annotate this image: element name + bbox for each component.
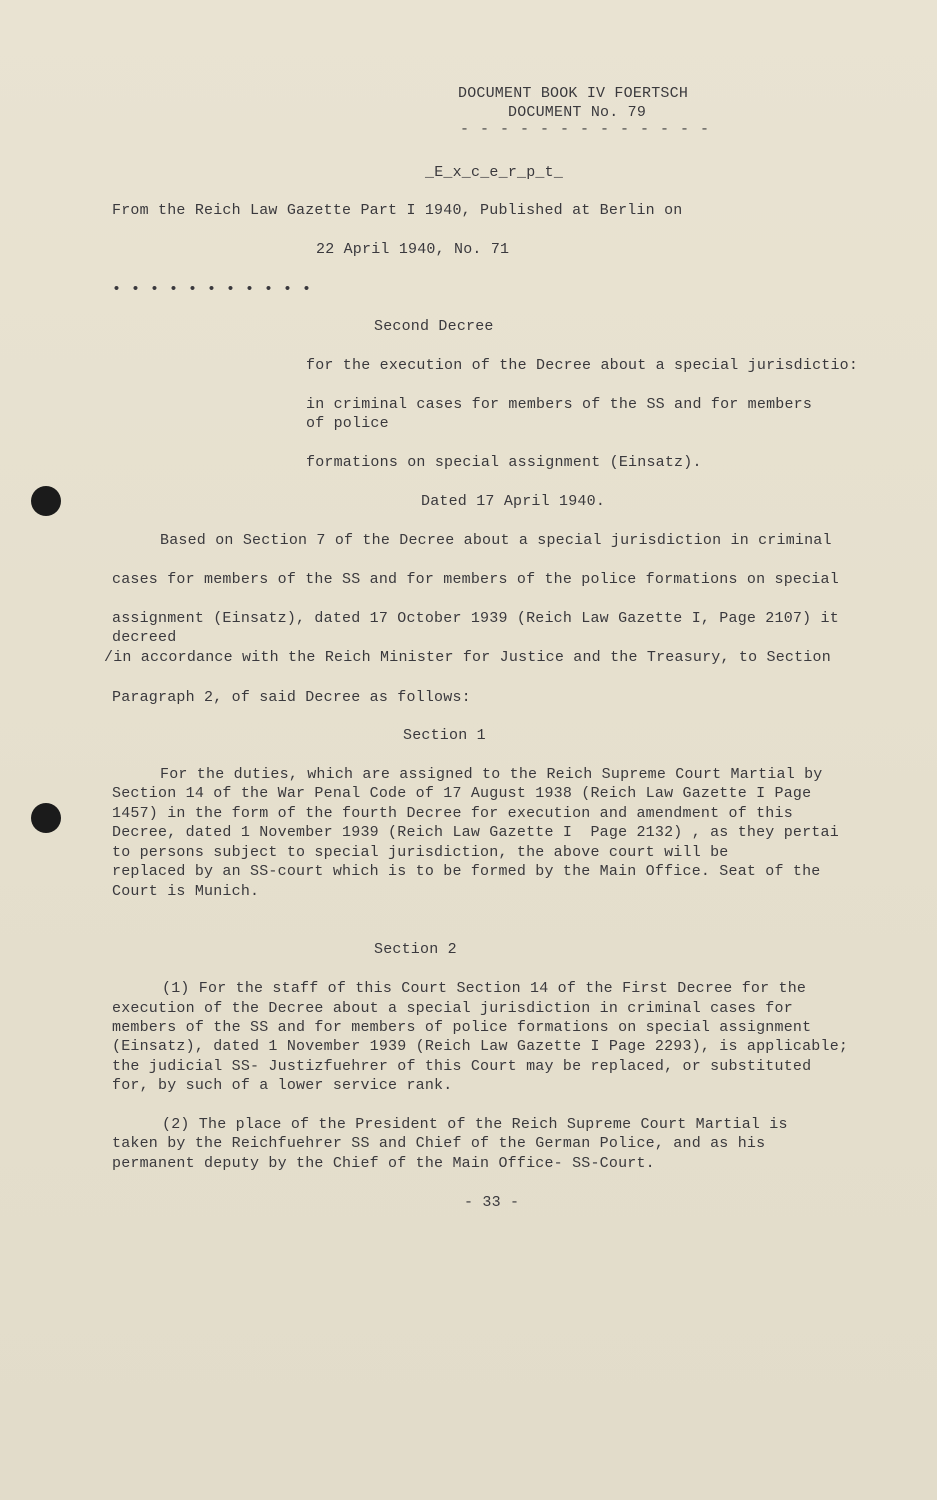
preamble-line: cases for members of the SS and for members of the police formations on special [112,571,839,588]
preamble-line: assignment (Einsatz), dated 17 October 1939 (Reich Law Gazette I, Page 2107) it [112,610,839,627]
preamble-line: Based on Section 7 of the Decree about a special jurisdiction in criminal [160,532,832,549]
decree-subtitle-line: in criminal cases for members of the SS and for members [306,396,813,413]
section-2-line: (Einsatz), dated 1 November 1939 (Reich Law Gazette I Page 2293), is applicable; [112,1038,849,1055]
section-2-line: for, by such of a lower service rank. [112,1077,453,1094]
dot-separator: • • • • • • • • • • • [112,281,312,298]
source-line-2: 22 April 1940, No. 71 [316,241,510,258]
section-2-line: execution of the Decree about a special jurisdiction in criminal cases for [112,1000,793,1017]
section-2-line: members of the SS and for members of police formations on special assignment [112,1019,812,1036]
section-2-line: permanent deputy by the Chief of the Main Office- SS-Court. [112,1155,655,1172]
section-2-heading: Section 2 [374,941,457,958]
section-1-line: 1457) in the form of the fourth Decree for execution and amendment of this [112,805,793,822]
page-number: - 33 - [464,1194,520,1211]
punch-hole [31,803,61,833]
punch-hole [31,486,61,516]
section-1-line: Court is Munich. [112,883,260,900]
decree-subtitle-line: formations on special assignment (Einsatz). [306,454,702,471]
section-1-heading: Section 1 [403,727,486,744]
section-1-line: replaced by an SS-court which is to be formed by the Main Office. Seat of the [112,863,821,880]
excerpt-title: _E_x_c_e_r_p_t_ [425,164,564,181]
source-line-1: From the Reich Law Gazette Part I 1940, Published at Berlin on [112,202,683,219]
preamble-line: Paragraph 2, of said Decree as follows: [112,689,471,706]
preamble-line: decreed [112,629,177,646]
section-2-line: (1) For the staff of this Court Section 14 of the First Decree for the [162,980,807,997]
header-rule: - - - - - - - - - - - - - [460,121,711,138]
section-1-line: Section 14 of the War Penal Code of 17 August 1938 (Reich Law Gazette I Page [112,785,812,802]
preamble-line: /in accordance with the Reich Minister for Justice and the Treasury, to Section [104,649,831,666]
decree-subtitle-line: for the execution of the Decree about a special jurisdictio: [306,357,859,374]
section-1-line: Decree, dated 1 November 1939 (Reich Law Gazette I Page 2132) , as they pertai [112,824,839,841]
section-1-line: to persons subject to special jurisdiction, the above court will be [112,844,729,861]
section-2-line: the judicial SS- Justizfuehrer of this Court may be replaced, or substituted [112,1058,812,1075]
section-1-line: For the duties, which are assigned to the Reich Supreme Court Martial by [160,766,823,783]
decree-subtitle-line: of police [306,415,389,432]
decree-date: Dated 17 April 1940. [421,493,606,510]
decree-title: Second Decree [374,318,494,335]
document-number: DOCUMENT No. 79 [508,104,647,121]
section-2-line: (2) The place of the President of the Reich Supreme Court Martial is [162,1116,788,1133]
document-book-label: DOCUMENT BOOK IV FOERTSCH [458,85,689,102]
section-2-line: taken by the Reichfuehrer SS and Chief of the German Police, and as his [112,1135,766,1152]
